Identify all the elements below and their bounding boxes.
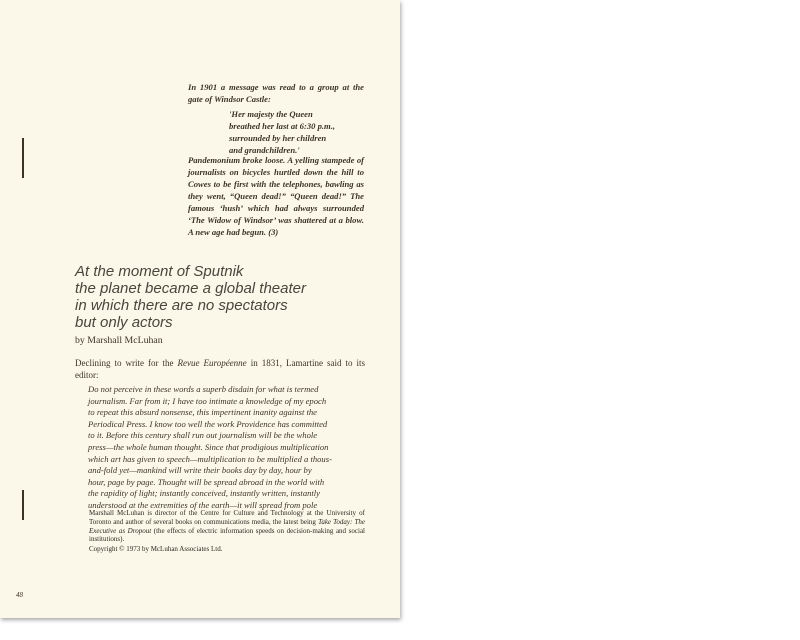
quote-line: Periodical Press. I know too well the work Providence has committed (88, 418, 328, 429)
quote-line: press—the whole human thought. Since that prodigious multiplication (88, 441, 329, 452)
quote-line: and-fold yet—mankind will write their books day by day, hour by (88, 465, 312, 476)
lead-text: in 1831, Lamartine said to its editor: (75, 358, 365, 380)
title-line: the planet became a global theater (75, 280, 306, 297)
quote-line: which art has given to speech—multiplication to be multiplied a thous- (88, 453, 332, 464)
page-number: 48 (16, 591, 23, 599)
quote-line: journalism. Far from it; I have too intimate a knowledge of my epoch (88, 395, 327, 406)
intro-paragraph: In 1901 a message was read to a group at the gate of Windsor Castle: (188, 82, 364, 104)
margin-mark (22, 490, 24, 520)
title-line: At the moment of Sputnik (75, 263, 244, 280)
quote-line: surrounded by her children (229, 133, 327, 143)
quote-line: Do not perceive in these words a superb disdain for what is termed (88, 384, 319, 394)
title-line: in which there are no spectators (75, 297, 288, 314)
margin-mark (22, 138, 24, 178)
quote-line: to repeat this absurd nonsense, this impertinent inanity against the (88, 407, 317, 418)
queen-message-quote (229, 108, 365, 156)
title-line: but only actors (75, 314, 173, 331)
quote-line: to it. Before this century shall run out journalism will be the whole (88, 430, 318, 441)
lead-paragraph (75, 358, 365, 381)
quote-line: the rapidity of light; instantly conceived, instantly written, instantly (88, 488, 320, 499)
quote-line: breathed her last at 6:30 p.m., (229, 121, 335, 131)
footnote-text: Marshall McLuhan is director of the Centre for Culture and Technology at the University of Toronto and author of several books on communications media, the latest being (89, 509, 365, 526)
quote-line: understood at the extremities of the earth—it will spread from pole (88, 499, 318, 510)
copyright-notice: Copyright © 1973 by McLuhan Associates Ltd. (89, 545, 223, 553)
author-footnote (89, 509, 365, 544)
article-title (75, 263, 335, 331)
document-page (0, 0, 400, 618)
lead-text: Declining to write for the (75, 358, 178, 368)
footnote-text: (the effects of electric information speeds on decision-making and social institutions). (89, 526, 365, 544)
quote-line: hour, page by page. Thought will be spread abroad in the world with (88, 476, 325, 487)
byline: by Marshall McLuhan (75, 335, 163, 346)
quote-line: 'Her majesty the Queen (229, 109, 313, 119)
publication-name: Revue Européenne (177, 358, 247, 368)
lamartine-quote (88, 384, 365, 512)
book-title: Take Today: The Executive as Dropout (89, 517, 365, 535)
quote-line: and grandchildren.' (229, 145, 300, 155)
pandemonium-paragraph: Pandemonium broke loose. A yelling stampede of journalists on bicycles hurtled down the hill to Cowes to be first with the telephones, bawling as they went, “Queen dead!” “Queen dead!” The famous ‘hush’ which had always surrounded ‘The Widow of Windsor’ was shattered at a blow. A new age had begun. (3) (188, 155, 364, 237)
